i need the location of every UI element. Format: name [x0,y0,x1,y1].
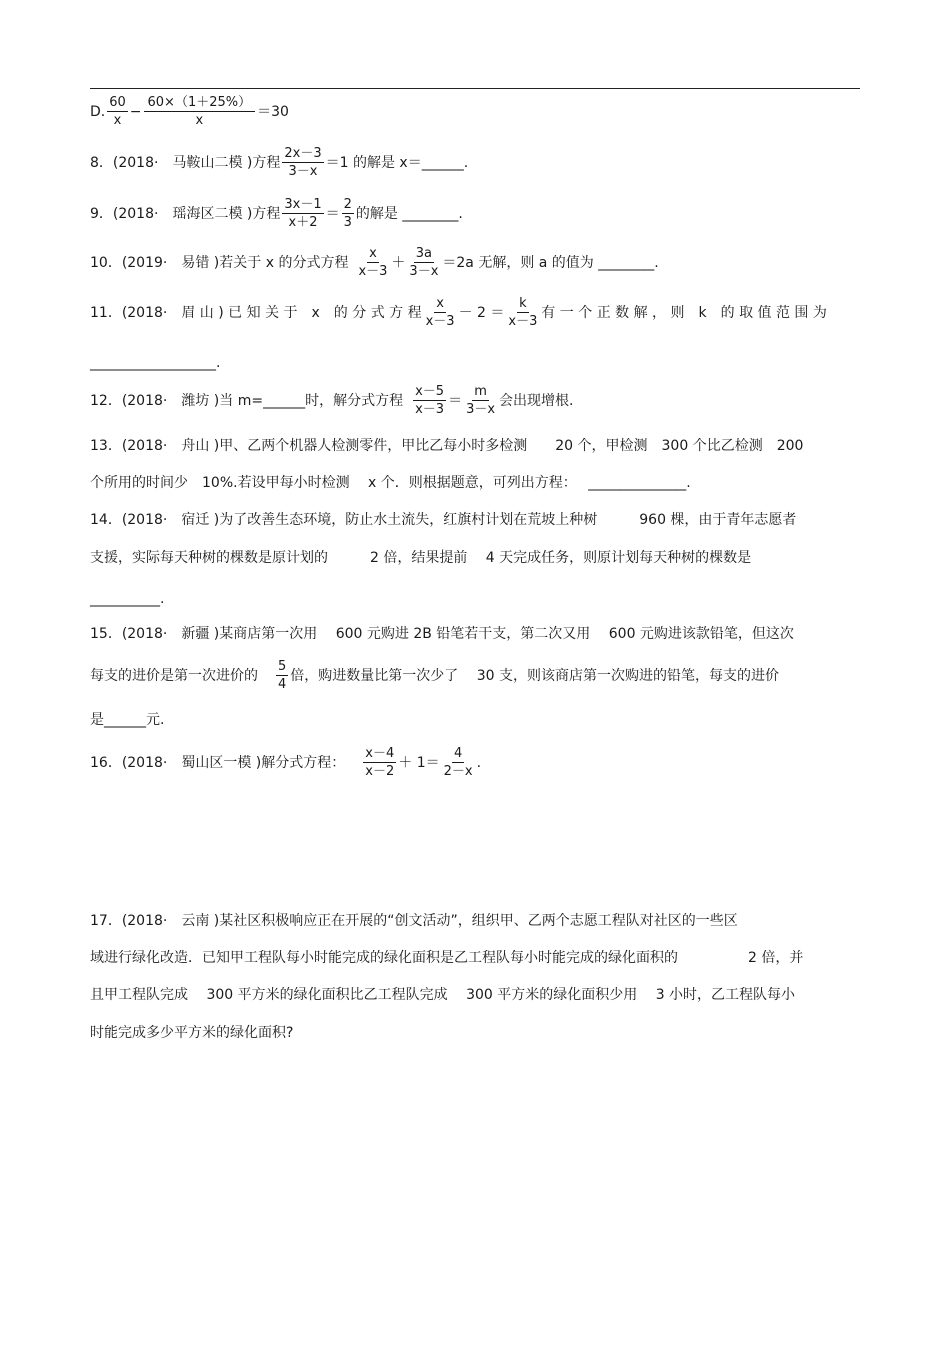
question-8: 8．(2018· 马鞍山二模 )方程 $\frac{2x-3}{3-x}$ ＝1 的解是 x＝______. [90,146,469,179]
question-17-line-2: 域进行绿化改造．已知甲工程队每小时能完成的绿化面积是乙工程队每小时能完成的绿化面积的 2 倍，并 [90,950,804,966]
q9-fraction-2: $\frac{2}{3}$ [343,197,352,230]
question-15-line-2: 每支的进价是第一次进价的 $\frac{5}{4}$ 倍，购进数量比第一次少了 30 支，则该商店第一次购进的铅笔，每支的进价 [90,659,779,692]
q9-fraction-1: $\frac{3x-1}{x+2}$ [284,197,322,230]
option-d-fraction-2: $\frac{60\times(1+25\%)}{x}$ [144,96,256,127]
q11-fraction-1: $\frac{x}{x-3}$ [425,296,455,329]
q10-fraction-1: $\frac{x}{x-3}$ [358,246,388,279]
question-15-line-3: 是______元. [90,712,165,728]
q8-fraction: $\frac{2x-3}{3-x}$ [284,146,322,179]
question-14-line-3: __________. [90,591,165,607]
q10-fraction-2: $\frac{3a}{3-x}$ [409,246,439,279]
question-17-line-3: 且甲工程队完成 300 平方米的绿化面积比乙工程队完成 300 平方米的绿化面积少用 3 小时，乙工程队每小 [90,987,796,1003]
q15-fraction: $\frac{5}{4}$ [278,659,287,692]
q11-fraction-2: $\frac{k}{x-3}$ [508,296,538,329]
header-rule [90,88,860,89]
question-12: 12．(2018· 潍坊 )当 m=______时，解分式方程 $\frac{x-5}{x-3}$ ＝ $\frac{m}{3-x}$ 会出现增根. [90,384,574,417]
question-15-line-1: 15．(2018· 新疆 )某商店第一次用 600 元购进 2B 铅笔若干支，第二次又用 600 元购进该款铅笔，但这次 [90,626,794,642]
option-d-prefix: D. [90,103,106,120]
option-d: D. $\frac{60}{x}$ − $\frac{60\times(1+25\%)}{x}$ ＝30 [90,95,289,128]
option-d-fraction-1: $\frac{60}{x}$ [109,95,126,128]
question-11-line-2: __________________. [90,355,221,371]
question-9: 9．(2018· 瑶海区二模 )方程 $\frac{3x-1}{x+2}$ ＝ $\frac{2}{3}$ 的解是 ________. [90,197,463,230]
question-16: 16．(2018· 蜀山区一模 )解分式方程： $\frac{x-4}{x-2}$ ＋ 1＝ $\frac{4}{2-x}$ . [90,746,482,779]
question-13-line-2: 个所用的时间少 10%.若设甲每小时检测 x 个．则根据题意，可列出方程： ______________. [90,475,691,491]
question-17-line-4: 时能完成多少平方米的绿化面积? [90,1025,294,1041]
question-17-line-1: 17．(2018· 云南 )某社区积极响应正在开展的“创文活动”，组织甲、乙两个志愿工程队对社区的一些区 [90,913,738,929]
question-11: 11．(2018· 眉 山 ) 已 知 关 于 x 的 分 式 方 程 $\frac{x}{x-3}$ － 2 ＝ $\frac{k}{x-3}$ 有 一 个 正 数 解 ， 则 k 的 取 值 范 围 为 [90,296,827,329]
question-10: 10．(2019· 易错 )若关于 x 的分式方程 $\frac{x}{x-3}$ ＋ $\frac{3a}{3-x}$ ＝2a 无解，则 a 的值为 ________. [90,246,659,279]
q12-fraction-2: $\frac{m}{3-x}$ [466,384,496,417]
q16-fraction-2: $\frac{4}{2-x}$ [443,746,473,779]
q12-fraction-1: $\frac{x-5}{x-3}$ [415,384,445,417]
question-13-line-1: 13．(2018· 舟山 )甲、乙两个机器人检测零件，甲比乙每小时多检测 20 个，甲检测 300 个比乙检测 200 [90,438,804,454]
question-14-line-1: 14．(2018· 宿迁 )为了改善生态环境，防止水土流失，红旗村计划在荒坡上种树 960 棵，由于青年志愿者 [90,512,797,528]
question-14-line-2: 支援，实际每天种树的棵数是原计划的 2 倍，结果提前 4 天完成任务，则原计划每天种树的棵数是 [90,550,752,566]
q16-fraction-1: $\frac{x-4}{x-2}$ [365,746,395,779]
